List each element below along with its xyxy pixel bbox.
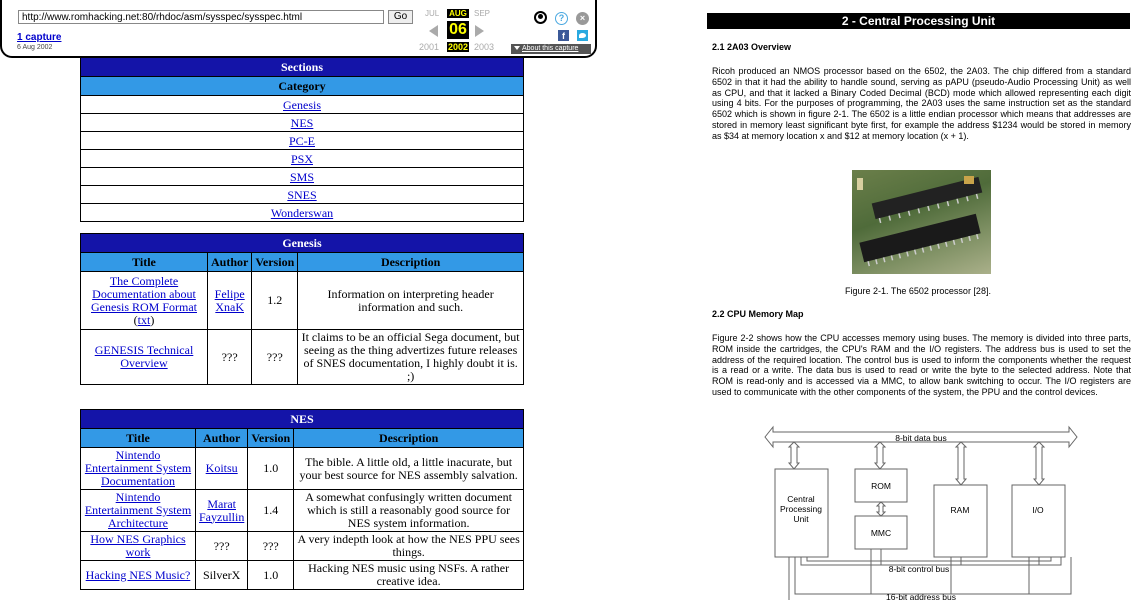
version-cell: 1.2	[252, 272, 298, 330]
io-label: I/O	[1032, 505, 1044, 515]
about-capture-label: About this capture	[522, 45, 579, 52]
section-link-snes[interactable]: SNES	[287, 187, 317, 202]
prev-year-label[interactable]: 2001	[419, 42, 440, 52]
version-cell: ???	[252, 330, 298, 385]
section-link-sms[interactable]: SMS	[289, 169, 315, 184]
genesis-header: Genesis	[81, 234, 524, 253]
version-cell: ???	[248, 532, 294, 561]
author-link[interactable]: Marat Fayzullin	[199, 496, 245, 524]
cpu-label-line1: Central	[787, 494, 815, 504]
section-heading: 2.2 CPU Memory Map	[712, 309, 804, 319]
description-cell: It claims to be an official Sega document, but seeing as the thing advertizes future releases of SNES documentation, I highly doubt it is. ;)	[298, 330, 524, 385]
ram-label: RAM	[950, 505, 970, 515]
document-page	[699, 0, 1137, 603]
data-bus-label: 8-bit data bus	[895, 433, 947, 443]
category-subheader: Category	[81, 77, 524, 96]
doc-title-link[interactable]: Hacking NES Music?	[85, 567, 191, 582]
doc-title-link[interactable]: Nintendo Entertainment System Documentation	[84, 448, 192, 488]
col-version: Version	[248, 429, 294, 448]
author-cell: SilverX	[196, 561, 248, 590]
table-row	[81, 448, 524, 490]
wayback-toolbar	[0, 0, 597, 58]
col-author: Author	[208, 253, 252, 272]
capture-date: 6 Aug 2002	[17, 44, 53, 51]
control-bus-label: 8-bit control bus	[888, 564, 950, 574]
col-title: Title	[81, 429, 196, 448]
user-icon[interactable]	[534, 11, 547, 24]
current-month-label: AUG	[447, 9, 469, 18]
processor-photo	[852, 170, 991, 274]
section-link-nes[interactable]: NES	[290, 115, 314, 130]
help-icon[interactable]: ?	[555, 12, 568, 25]
table-row	[81, 532, 524, 561]
author-cell: ???	[196, 532, 248, 561]
description-cell: The bible. A little old, a little inacurate, but your best source for NES assembly salvation.	[294, 448, 524, 490]
cpu-label-line3: Unit	[793, 514, 809, 524]
txt-link[interactable]: txt	[137, 312, 151, 327]
description-cell: Hacking NES music using NSFs. A rather creative idea.	[294, 561, 524, 590]
version-cell: 1.0	[248, 561, 294, 590]
nes-table	[80, 409, 524, 590]
section-link-pc-e[interactable]: PC-E	[288, 133, 315, 148]
doc-title-link[interactable]: The Complete Documentation about Genesis ROM Format	[91, 273, 197, 314]
paragraph: Ricoh produced an NMOS processor based on the 6502, the 2A03. The chip differed from a standard 6502 in that it had the ability to handle sound, serving as pAPU (pseudo-Audio Processing Unit) as well as CPU, and that it lacked a Binary Coded Decimal (BCD) mode which allowed representing each digit using 4 bits. For the purposes of programming, the 2A03 uses the same instruction set as the standard 6502 which is shown in figure 2-1. The 6502 is a little endian processor which means that addresses are stored in memory least significant byte first, for example the address $1234 would be stored in memory as $34 at memory location x and $12 at memory location (x + 1).	[712, 66, 1131, 141]
prev-capture-arrow-icon[interactable]	[429, 25, 438, 37]
table-row	[81, 490, 524, 532]
sections-table	[80, 57, 524, 222]
current-day: 06	[447, 21, 469, 39]
doc-title-link[interactable]: GENESIS Technical Overview	[94, 343, 194, 370]
genesis-table	[80, 233, 524, 385]
table-row	[81, 561, 524, 590]
next-month-label[interactable]: SEP	[474, 9, 491, 18]
rom-label: ROM	[871, 481, 891, 491]
section-link-psx[interactable]: PSX	[290, 151, 313, 166]
description-cell: A somewhat confusingly written document which is still a reasonably good source for NES system information.	[294, 490, 524, 532]
twitter-icon[interactable]	[577, 30, 588, 41]
description-cell: Information on interpreting header information and such.	[298, 272, 524, 330]
col-author: Author	[196, 429, 248, 448]
col-description: Description	[294, 429, 524, 448]
author-link[interactable]: Felipe XnaK	[214, 286, 245, 314]
figure-caption: Figure 2-1. The 6502 processor [28].	[845, 286, 991, 296]
cpu-label-line2: Processing	[779, 504, 823, 514]
go-button[interactable]: Go	[388, 10, 413, 24]
version-cell: 1.4	[248, 490, 294, 532]
current-year-label: 2002	[447, 42, 469, 52]
next-year-label[interactable]: 2003	[474, 42, 495, 52]
triangle-down-icon	[514, 46, 520, 50]
url-input[interactable]	[18, 10, 384, 24]
section-link-genesis[interactable]: Genesis	[283, 97, 321, 112]
col-version: Version	[252, 253, 298, 272]
paragraph: Figure 2-2 shows how the CPU accesses memory using buses. The memory is divided into three parts, ROM inside the cartridges, the CPU's RAM and the I/O registers. The address bus is used to set the address of the required location. The control bus is used to inform the components whether the request is a read or a write. The data bus is used to read or write the byte to the selected address. Note that ROM is read-only and is accessed via a MMC, to allow bank switching to occur. The I/O registers are used to communicate with the other components of the system, the PPU and the control devices.	[712, 333, 1131, 397]
col-description: Description	[298, 253, 524, 272]
table-row	[81, 330, 524, 385]
section-link-wonderswan[interactable]: Wonderswan	[270, 205, 334, 220]
section-heading: 2.1 2A03 Overview	[712, 42, 792, 52]
sections-header: Sections	[81, 58, 524, 77]
captures-link[interactable]: 1 capture	[17, 32, 62, 43]
about-capture-button[interactable]	[511, 44, 591, 54]
author-link[interactable]: Koitsu	[205, 461, 238, 475]
mmc-label: MMC	[870, 528, 892, 538]
version-cell: 1.0	[248, 448, 294, 490]
next-capture-arrow-icon[interactable]	[475, 25, 484, 37]
address-bus-label: 16-bit address bus	[886, 592, 956, 602]
table-row: The Complete Documentation about Genesis ROM Format (txt) Felipe XnaK 1.2 Information on interpreting header information and such.	[81, 272, 524, 330]
author-cell: ???	[208, 330, 252, 385]
memory-map-diagram	[761, 424, 1081, 603]
facebook-icon[interactable]: f	[558, 30, 569, 41]
prev-month-label[interactable]: JUL	[425, 9, 440, 18]
col-title: Title	[81, 253, 208, 272]
doc-title-link[interactable]: How NES Graphics work	[90, 532, 186, 559]
doc-title-link[interactable]: Nintendo Entertainment System Architecture	[84, 490, 192, 530]
nes-header: NES	[81, 410, 524, 429]
description-cell: A very indepth look at how the NES PPU sees things.	[294, 532, 524, 561]
chapter-title: 2 - Central Processing Unit	[707, 13, 1130, 29]
close-icon[interactable]: ×	[576, 12, 589, 25]
